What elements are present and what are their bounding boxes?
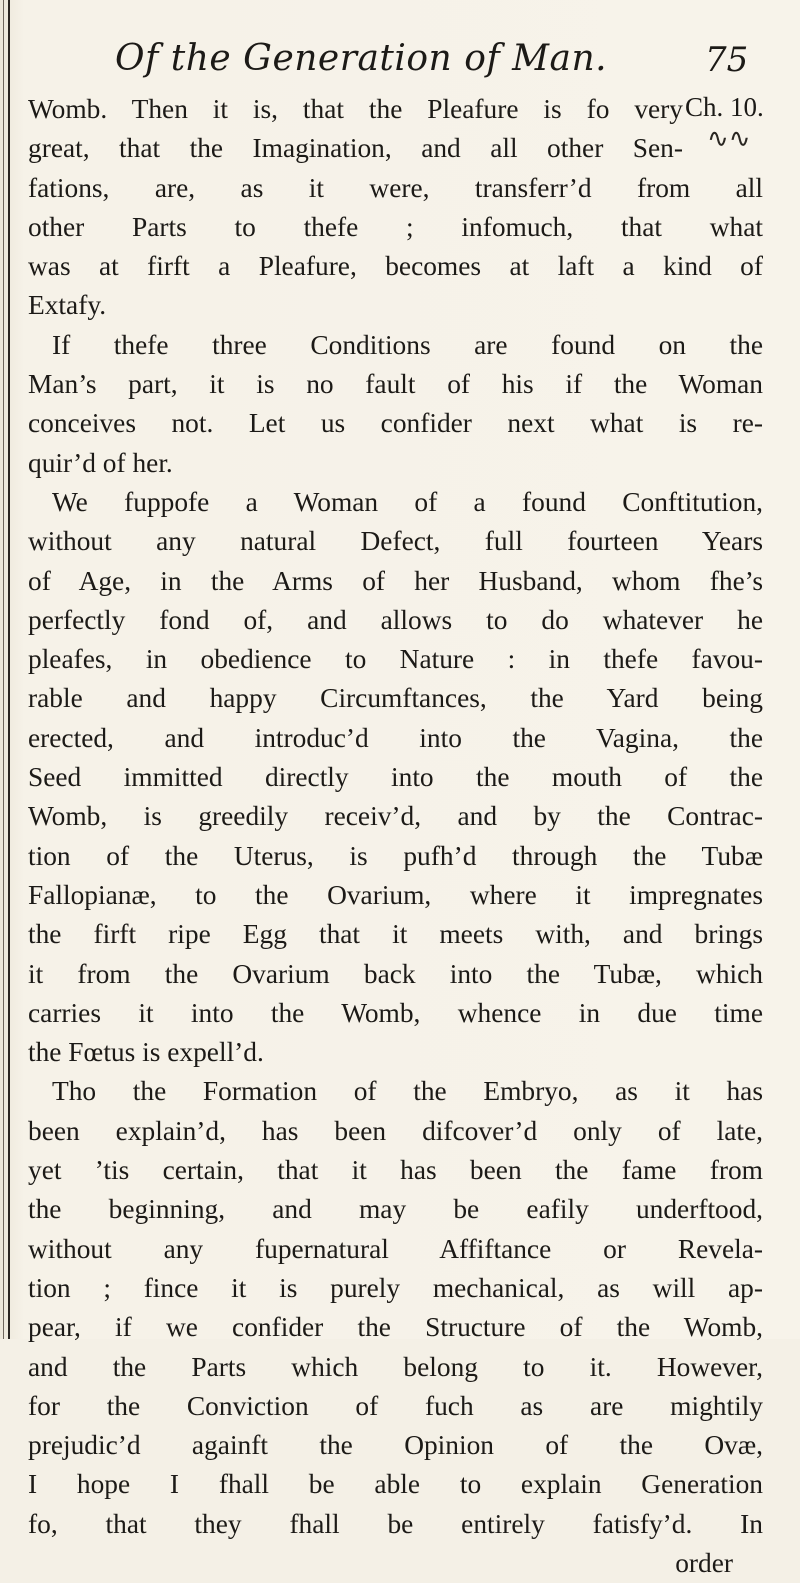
text-line: it from the Ovarium back into the Tubæ, which bbox=[28, 958, 763, 989]
page-gutter-shadow bbox=[3, 0, 4, 1339]
text-line: the beginning, and may be eafily underftood, bbox=[28, 1194, 763, 1225]
page-gutter-edge bbox=[8, 0, 10, 1339]
text-line: Womb. Then it is, that the Pleafure is fo very bbox=[28, 94, 683, 124]
text-line: Womb, is greedily receiv’d, and by the Contrac- bbox=[28, 801, 763, 832]
text-line: yet ’tis certain, that it has been the fame from bbox=[28, 1155, 763, 1186]
running-head: Of the Generation of Man. bbox=[115, 38, 608, 79]
text-line: erected, and introduc’d into the Vagina, the bbox=[28, 722, 763, 753]
text-line: was at firft a Pleafure, becomes at laft a kind of bbox=[28, 251, 763, 282]
text-line: quir’d of her. bbox=[28, 447, 173, 478]
text-line: of Age, in the Arms of her Husband, whom fhe’s bbox=[28, 565, 763, 596]
text-line: If thefe three Conditions are found on the bbox=[52, 329, 763, 360]
text-line: rable and happy Circumftances, the Yard being bbox=[28, 683, 763, 714]
text-line: the Fœtus is expell’d. bbox=[28, 1037, 264, 1068]
text-line: fo, that they fhall be entirely fatisfy’d. In bbox=[28, 1508, 763, 1539]
text-line: pear, if we confider the Structure of the Womb, bbox=[28, 1312, 763, 1343]
text-line: prejudic’d againft the Opinion of the Ovæ, bbox=[28, 1430, 763, 1461]
text-line: for the Conviction of fuch as are mightily bbox=[28, 1390, 763, 1421]
text-line: other Parts to thefe ; infomuch, that what bbox=[28, 211, 763, 242]
chapter-reference: Ch. 10. bbox=[685, 92, 764, 122]
text-line: been explain’d, has been difcover’d only of late, bbox=[28, 1115, 763, 1146]
catchword: order bbox=[675, 1547, 733, 1578]
text-line: Extafy. bbox=[28, 290, 107, 321]
text-line: perfectly fond of, and allows to do whatever he bbox=[28, 604, 763, 635]
text-line: tion of the Uterus, is pufh’d through the Tubæ bbox=[28, 840, 763, 871]
marginal-ornament: ∿∿ bbox=[707, 124, 751, 154]
page-header bbox=[0, 38, 800, 88]
text-line: Fallopianæ, to the Ovarium, where it impregnates bbox=[28, 879, 763, 910]
text-line: We fuppofe a Woman of a found Conftitution, bbox=[52, 486, 763, 517]
text-line: without any natural Defect, full fourteen Years bbox=[28, 526, 763, 557]
text-line: and the Parts which belong to it. However, bbox=[28, 1351, 763, 1382]
text-line: tion ; fince it is purely mechanical, as will ap- bbox=[28, 1272, 763, 1303]
text-line: I hope I fhall be able to explain Generation bbox=[28, 1469, 763, 1500]
body-text bbox=[28, 90, 763, 1583]
text-line: carries it into the Womb, whence in due time bbox=[28, 997, 763, 1028]
text-line: conceives not. Let us confider next what is re- bbox=[28, 408, 763, 439]
text-line: Seed immitted directly into the mouth of the bbox=[28, 762, 763, 793]
text-line: great, that the Imagination, and all other Sen- bbox=[28, 133, 683, 164]
text-line: pleafes, in obedience to Nature : in thefe favou- bbox=[28, 644, 763, 675]
text-line: fations, are, as it were, transferr’d from all bbox=[28, 172, 763, 203]
text-line: without any fupernatural Affiftance or Revela- bbox=[28, 1233, 763, 1264]
text-line: Man’s part, it is no fault of his if the Woman bbox=[28, 369, 763, 400]
page-number: 75 bbox=[705, 40, 749, 80]
text-line: Tho the Formation of the Embryo, as it has bbox=[52, 1076, 763, 1107]
text-line: the firft ripe Egg that it meets with, and brings bbox=[28, 919, 763, 950]
